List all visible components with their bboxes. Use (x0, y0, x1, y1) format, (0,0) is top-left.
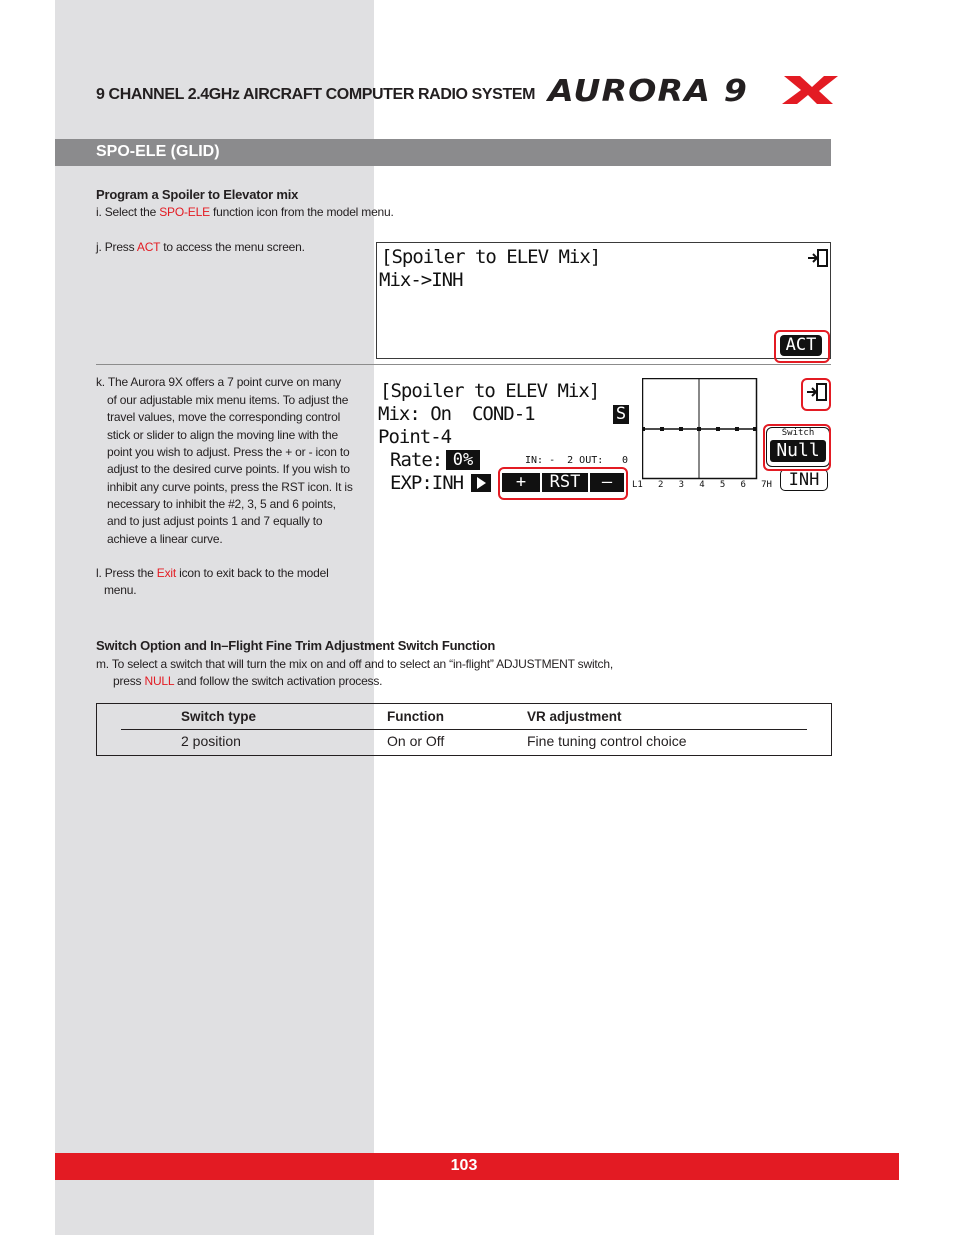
axis-label: L1 (632, 480, 643, 490)
act-button[interactable]: ACT (780, 335, 822, 356)
null-button[interactable]: Null (770, 440, 826, 462)
curve-axis-labels (632, 480, 772, 490)
step-l (96, 565, 329, 583)
table-header-vr-adjustment: VR adjustment (527, 709, 622, 724)
step-k-line: k. The Aurora 9X offers a 7 point curve on many (96, 375, 341, 389)
step-k-line: achieve a linear curve. (107, 532, 223, 546)
step-m-text-end: and follow the switch activation process. (173, 674, 383, 688)
plus-button[interactable]: + (502, 473, 540, 492)
minus-button[interactable]: – (590, 473, 624, 492)
step-j (96, 239, 305, 257)
step-m-text: press (113, 674, 145, 688)
step-m-line1: m. To select a switch that will turn the mix on and off and to select an “in-flight” ADJUSTMENT switch, (96, 657, 613, 671)
step-k-line: and to just adjust points 1 and 7 equally to (107, 514, 323, 528)
act-highlight (774, 330, 830, 363)
inh-button[interactable]: INH (780, 469, 828, 491)
lcd-screen-mix-inh (376, 242, 831, 359)
spo-ele-link: SPO-ELE (159, 205, 210, 219)
screen1-mix-status: Mix->INH (379, 269, 463, 291)
rate-label: Rate: (390, 449, 443, 471)
switch-label: Switch (781, 428, 815, 438)
screen2-point: Point-4 (378, 426, 452, 448)
step-l-text-end: icon to exit back to the model (175, 566, 329, 580)
section-title-bar (55, 139, 831, 166)
null-highlight (763, 424, 831, 471)
step-k-line: point you wish to adjust. Press the + or - icon to (107, 445, 350, 459)
curve-graph (642, 378, 758, 482)
switch-heading: Switch Option and In–Flight Fine Trim Adjustment Switch Function (96, 638, 496, 653)
step-k-line: of our adjustable mix menu items. To adjust the (107, 393, 349, 407)
table-cell-function: On or Off (387, 733, 445, 749)
svg-text:AURORA 9: AURORA 9 (546, 74, 748, 106)
step-k-line: necessary to inhibit the #2, 3, 5 and 6 points, (107, 497, 336, 511)
step-i (96, 204, 394, 222)
plus-rst-minus-highlight (498, 467, 628, 500)
table-header-switch-type: Switch type (181, 709, 257, 724)
step-i-text-end: function icon from the model menu. (209, 205, 394, 219)
table-header-function: Function (387, 709, 444, 724)
table-cell-switch-type: 2 position (181, 733, 241, 749)
axis-label: 3 (678, 480, 685, 490)
switch-table (96, 703, 832, 756)
program-heading: Program a Spoiler to Elevator mix (96, 187, 299, 202)
aurora-9x-logo (546, 74, 840, 106)
step-l-line2: menu. (104, 583, 137, 597)
table-cell-vr-adjustment: Fine tuning control choice (527, 733, 687, 749)
rate-value[interactable]: 0% (446, 450, 480, 470)
table-rule (121, 729, 807, 730)
null-link: NULL (144, 674, 174, 688)
axis-label: 7H (761, 480, 772, 490)
axis-label: 5 (719, 480, 726, 490)
exit-link: Exit (156, 566, 176, 580)
s-badge: S (613, 405, 629, 424)
step-m-line2 (113, 673, 382, 691)
axis-label: 6 (740, 480, 746, 490)
page-number: 103 (450, 1157, 478, 1174)
section-title: SPO-ELE (GLID) (96, 143, 220, 160)
in-out-readout: IN: - 2 OUT: (525, 455, 604, 466)
screen2-mix-status: Mix: On COND-1 (378, 403, 535, 425)
step-k-line: adjust to the desired curve points. If you wish to (107, 462, 350, 476)
out-value: 0 (622, 455, 629, 466)
screen1-title: [Spoiler to ELEV Mix] (381, 246, 601, 268)
step-k-line: stick or slider to align the moving line with the (107, 428, 338, 442)
step-j-text: j. Press (96, 240, 137, 254)
act-link: ACT (136, 240, 161, 254)
step-k-line: inhibit any curve points, press the RST icon. It is (107, 480, 353, 494)
step-l-text: l. Press the (96, 566, 157, 580)
page-header-title: 9 CHANNEL 2.4GHz AIRCRAFT COMPUTER RADIO SYSTEM (96, 86, 536, 103)
step-i-text: i. Select the (96, 205, 160, 219)
play-icon[interactable] (471, 474, 491, 492)
axis-label: 4 (699, 480, 705, 490)
step-j-text-end: to access the menu screen. (160, 240, 305, 254)
exp-label: EXP:INH (390, 472, 464, 494)
footer-bar (55, 1153, 899, 1180)
divider (96, 364, 831, 365)
screen2-title: [Spoiler to ELEV Mix] (380, 380, 600, 402)
exit-highlight (801, 378, 831, 411)
rst-button[interactable]: RST (542, 473, 588, 492)
axis-label: 2 (658, 480, 664, 490)
exit-icon[interactable] (807, 249, 829, 267)
step-k-line: travel values, move the corresponding control (107, 410, 341, 424)
